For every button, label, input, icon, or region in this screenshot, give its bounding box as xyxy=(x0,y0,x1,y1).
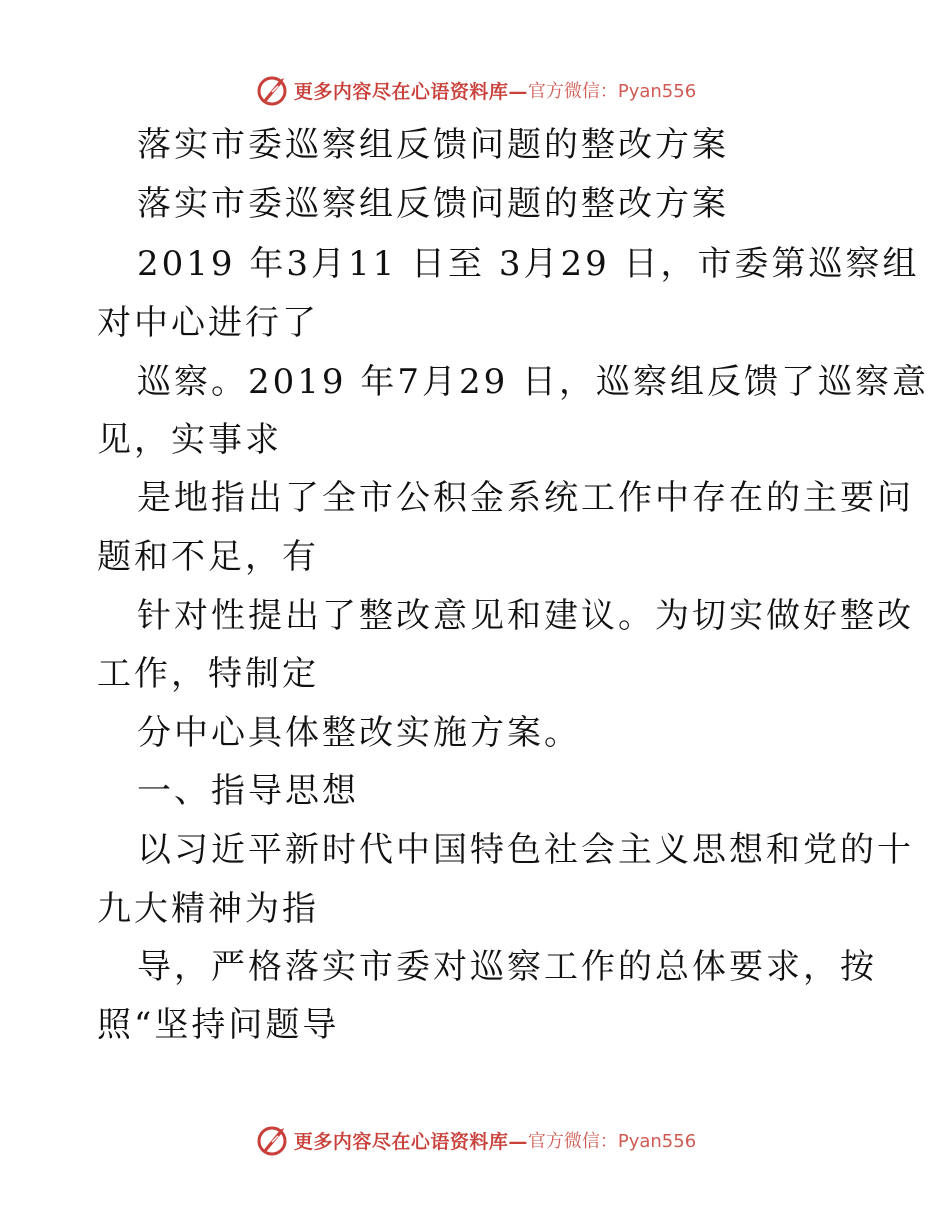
paragraph-line: 以习近平新时代中国特色社会主义思想和党的十 xyxy=(137,830,914,870)
banner-wechat-text: 官方微信：Pyan556 xyxy=(527,81,697,102)
paragraph-line: 针对性提出了整改意见和建议。为切实做好整改 xyxy=(137,596,914,636)
paragraph-line: 照“坚持问题导 xyxy=(97,1005,340,1045)
document-title: 落实市委巡察组反馈问题的整改方案 xyxy=(137,125,729,165)
footer-watermark-banner xyxy=(0,1120,950,1160)
paragraph-line: 导，严格落实市委对巡察工作的总体要求，按 xyxy=(137,947,877,987)
paragraph-line: 九大精神为指 xyxy=(97,889,319,929)
paragraph-line: 题和不足，有 xyxy=(97,537,319,577)
feather-logo-icon xyxy=(254,1122,290,1158)
header-watermark-banner xyxy=(0,70,950,110)
feather-logo-icon xyxy=(254,72,290,108)
document-title-repeat: 落实市委巡察组反馈问题的整改方案 xyxy=(137,184,729,224)
banner-main-text: 更多内容尽在心语资料库— xyxy=(293,80,528,103)
paragraph-line: 是地指出了全市公积金系统工作中存在的主要问 xyxy=(137,478,914,518)
section-heading: 一、指导思想 xyxy=(137,771,359,811)
paragraph-line: 2019 年3月11 日至 3月29 日，市委第巡察组 xyxy=(137,244,920,284)
paragraph-line: 分中心具体整改实施方案。 xyxy=(137,713,581,753)
paragraph-line: 见，实事求 xyxy=(97,420,282,460)
banner-wechat-text: 官方微信：Pyan556 xyxy=(527,1131,697,1152)
paragraph-line: 对中心进行了 xyxy=(97,303,319,343)
banner-main-text: 更多内容尽在心语资料库— xyxy=(293,1130,528,1153)
paragraph-line: 工作，特制定 xyxy=(97,654,319,694)
paragraph-line: 巡察。2019 年7月29 日，巡察组反馈了巡察意 xyxy=(137,362,930,402)
